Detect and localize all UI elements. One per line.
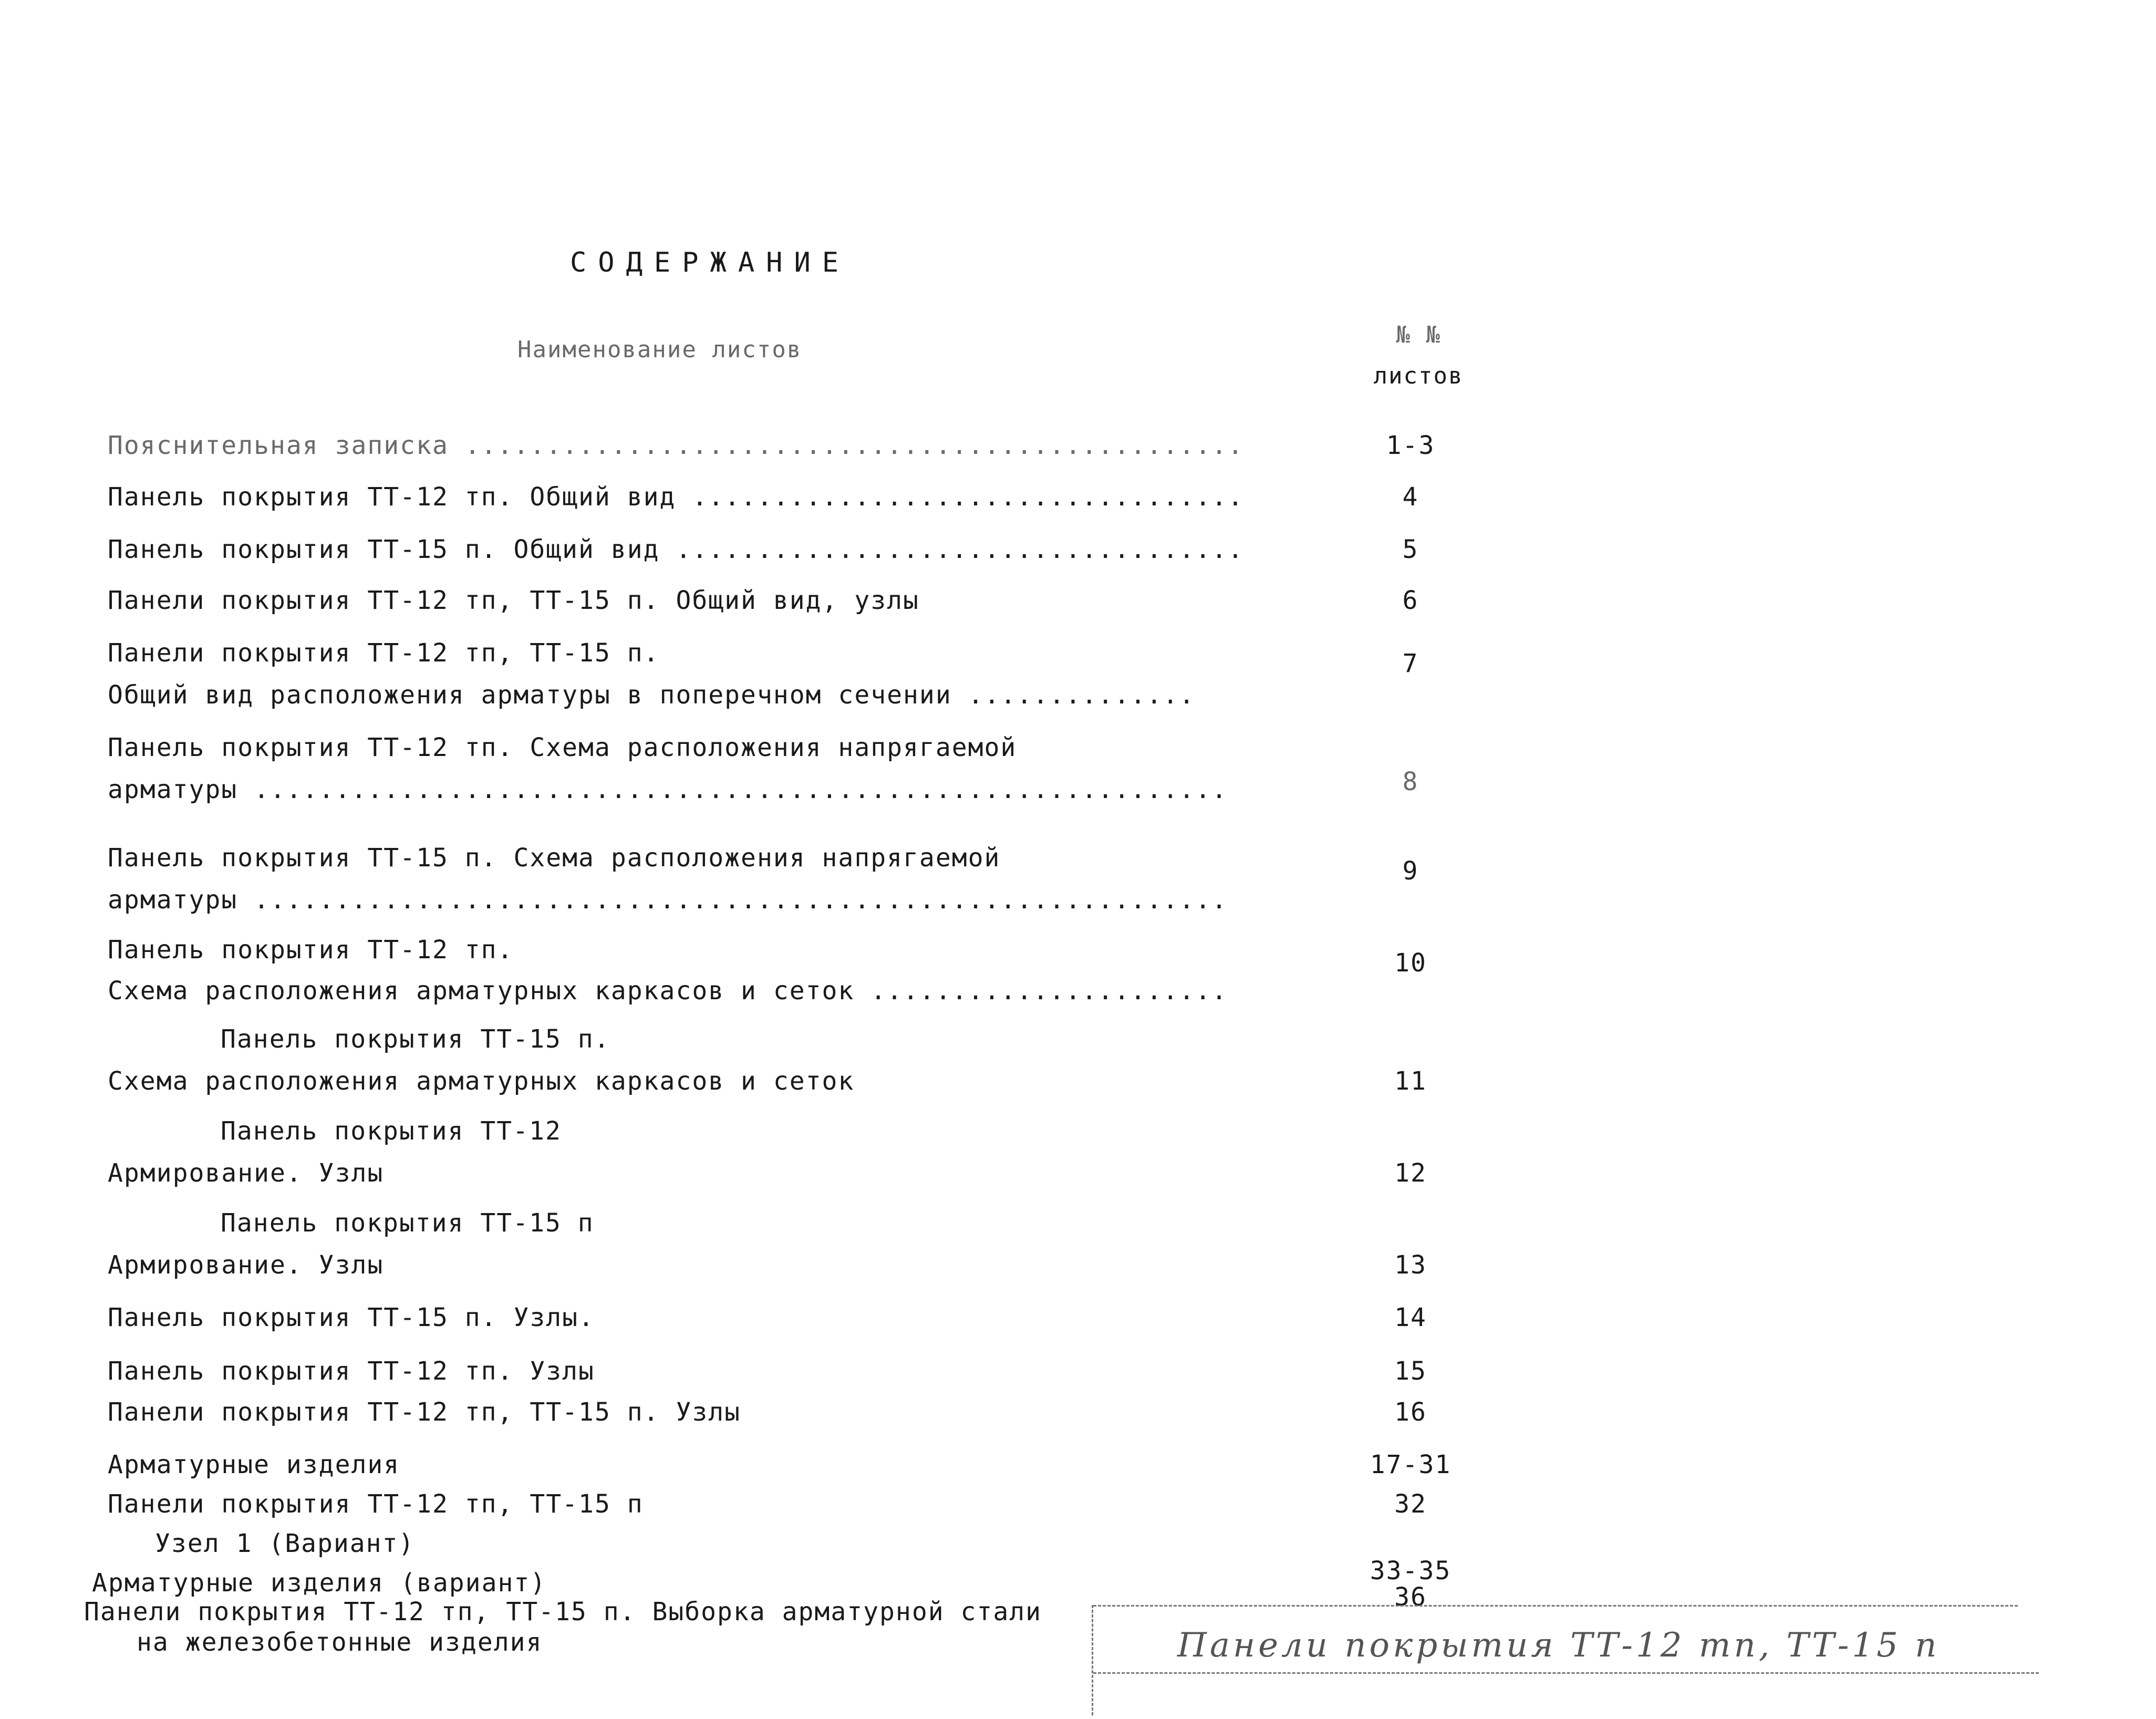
entry-sheet-number: 36 [1394, 1582, 1427, 1612]
stamp-title: Панели покрытия ТТ-12 тп, ТТ-15 п [1177, 1626, 1940, 1665]
entry-sheet-number: 4 [1402, 482, 1419, 512]
column-header-name: Наименование листов [517, 336, 802, 363]
entry-title: Панель покрытия ТТ-15 п. Схема расположения напрягаемой [108, 843, 1001, 873]
entry-title-continued: Схема расположения арматурных каркасов и сеток [108, 1066, 855, 1096]
entry-title: Панели покрытия ТТ-12 тп, ТТ-15 п. Выборка арматурной стали [84, 1597, 1042, 1627]
entry-title-continued: Армирование. Узлы [108, 1250, 384, 1280]
entry-sheet-number: 5 [1402, 535, 1419, 564]
entry-title: Панель покрытия ТТ-15 п [221, 1208, 594, 1238]
entry-sheet-number: 16 [1394, 1397, 1427, 1427]
entry-sheet-number: 33-35 [1370, 1556, 1452, 1586]
entry-title: Панель покрытия ТТ-15 п. Общий вид ................................... [108, 535, 1244, 564]
entry-title-continued: Армирование. Узлы [108, 1158, 384, 1188]
entry-title-continued: арматуры ............................................................ [108, 775, 1228, 804]
entry-title: Панель покрытия ТТ-12 [221, 1116, 562, 1146]
entry-title: Панели покрытия ТТ-12 тп, ТТ-15 п. Общий вид, узлы [108, 586, 919, 615]
column-header-sheet-line2: листов [1373, 363, 1464, 389]
entry-sheet-number: 6 [1402, 586, 1419, 615]
stamp-middle-border [1093, 1672, 2039, 1674]
entry-title-continued: Узел 1 (Вариант) [155, 1529, 415, 1558]
entry-title: Панель покрытия ТТ-15 п. Узлы. [108, 1303, 595, 1332]
entry-sheet-number: 32 [1394, 1489, 1427, 1519]
entry-sheet-number: 11 [1394, 1066, 1427, 1096]
entry-title: Панели покрытия ТТ-12 тп, ТТ-15 п. Узлы [108, 1397, 741, 1427]
document-title: СОДЕРЖАНИЕ [570, 247, 851, 278]
entry-sheet-number: 9 [1402, 856, 1419, 886]
entry-title: Панель покрытия ТТ-15 п. [221, 1024, 610, 1054]
entry-sheet-number: 10 [1394, 948, 1427, 978]
title-block-stamp [1092, 1605, 2039, 1715]
entry-sheet-number: 13 [1394, 1250, 1427, 1280]
entry-sheet-number: 17-31 [1370, 1450, 1452, 1479]
entry-title-continued: Общий вид расположения арматуры в поперечном сечении .............. [108, 680, 1196, 710]
entry-title: Панель покрытия ТТ-12 тп. Общий вид .................................. [108, 482, 1244, 512]
entry-title-continued: Схема расположения арматурных каркасов и сеток ...................... [108, 976, 1228, 1006]
entry-title: Панель покрытия ТТ-12 тп. [108, 935, 514, 965]
entry-title: Панель покрытия ТТ-12 тп. Узлы [108, 1356, 595, 1386]
entry-title: Панели покрытия ТТ-12 тп, ТТ-15 п [108, 1489, 644, 1519]
entry-title: Панели покрытия ТТ-12 тп, ТТ-15 п. [108, 638, 660, 668]
entry-title-continued: арматуры ............................................................ [108, 885, 1228, 915]
entry-sheet-number: 8 [1402, 767, 1419, 796]
entry-sheet-number: 7 [1402, 649, 1419, 678]
column-header-sheet-line1: № № [1396, 322, 1441, 348]
stamp-top-border [1093, 1605, 2018, 1607]
entry-title: Панель покрытия ТТ-12 тп. Схема расположения напрягаемой [108, 733, 1017, 762]
entry-sheet-number: 14 [1394, 1303, 1427, 1332]
entry-sheet-number: 1-3 [1386, 431, 1435, 460]
entry-title: Арматурные изделия (вариант) [92, 1568, 547, 1598]
entry-title: Пояснительная записка ................................................ [108, 431, 1244, 460]
entry-sheet-number: 15 [1394, 1356, 1427, 1386]
entry-title-continued: на железобетонные изделия [137, 1628, 543, 1657]
entry-title: Арматурные изделия [108, 1450, 400, 1479]
entry-sheet-number: 12 [1394, 1158, 1427, 1188]
